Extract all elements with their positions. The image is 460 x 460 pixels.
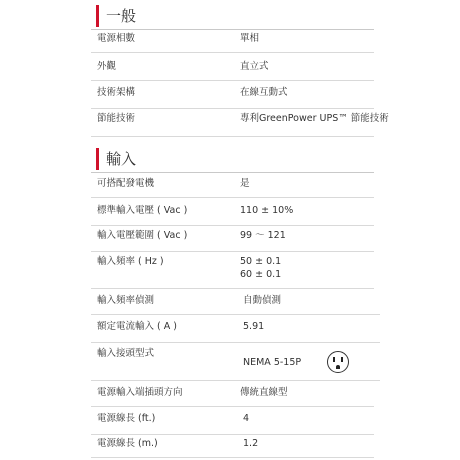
spec-value: NEMA 5-15P <box>243 357 302 368</box>
spec-value: 直立式 <box>240 61 269 72</box>
spec-label: 外觀 <box>97 61 117 72</box>
spec-value: 傳統直線型 <box>240 387 288 398</box>
spec-row <box>91 347 374 380</box>
spec-row <box>91 32 374 53</box>
spec-label: 電源相數 <box>97 33 136 44</box>
spec-row <box>91 412 374 435</box>
section-header-general <box>91 4 374 30</box>
spec-value: 單相 <box>240 33 260 44</box>
spec-label: 電源線長 (ft.) <box>97 413 156 424</box>
spec-value: 1.2 <box>243 438 259 449</box>
spec-row <box>91 85 374 109</box>
spec-label: 可搭配發電機 <box>97 178 155 189</box>
spec-label: 節能技術 <box>97 113 136 124</box>
spec-label: 電源線長 (m.) <box>97 438 158 449</box>
spec-row <box>91 294 374 314</box>
row-divider <box>91 342 380 343</box>
spec-row <box>91 386 374 407</box>
spec-value: 99 ～ 121 <box>240 230 286 241</box>
spec-row <box>91 320 374 342</box>
spec-label: 輸入頻率 ( Hz ) <box>97 256 164 267</box>
spec-value: 4 <box>243 413 250 424</box>
spec-value: 在線互動式 <box>240 87 288 98</box>
row-divider <box>91 314 380 315</box>
spec-value-secondary: 60 ± 0.1 <box>240 269 282 280</box>
spec-value: 自動偵測 <box>243 295 282 306</box>
nema-5-15p-plug-icon <box>327 351 349 373</box>
section-accent-bar <box>96 5 99 27</box>
spec-row <box>91 177 374 198</box>
section-divider <box>91 29 374 30</box>
spec-row <box>91 255 374 289</box>
spec-row <box>91 229 374 252</box>
section-title-input: 輸入 <box>106 150 137 168</box>
spec-value: 50 ± 0.1 <box>240 256 282 267</box>
spec-row <box>91 203 374 226</box>
spec-value: 專利GreenPower UPS™ 節能技術 <box>240 113 389 124</box>
spec-row <box>91 112 389 137</box>
section-accent-bar <box>96 148 99 170</box>
section-divider <box>91 172 374 173</box>
section-header-input <box>91 147 374 173</box>
spec-label: 技術架構 <box>97 87 136 98</box>
spec-label: 輸入接頭型式 <box>97 348 155 359</box>
spec-label: 輸入電壓範圍 ( Vac ) <box>97 230 188 241</box>
section-title-general: 一般 <box>106 7 137 25</box>
row-divider <box>91 380 380 381</box>
spec-label: 額定電流輸入 ( A ) <box>97 321 177 332</box>
spec-row <box>91 58 374 81</box>
spec-row <box>91 437 374 458</box>
spec-value: 是 <box>240 178 250 189</box>
spec-label: 電源輸入端插頭方向 <box>97 387 183 398</box>
spec-value: 110 ± 10% <box>240 205 294 216</box>
spec-label: 輸入頻率偵測 <box>97 295 155 306</box>
spec-value: 5.91 <box>243 321 265 332</box>
spec-label: 標準輸入電壓 ( Vac ) <box>97 205 188 216</box>
